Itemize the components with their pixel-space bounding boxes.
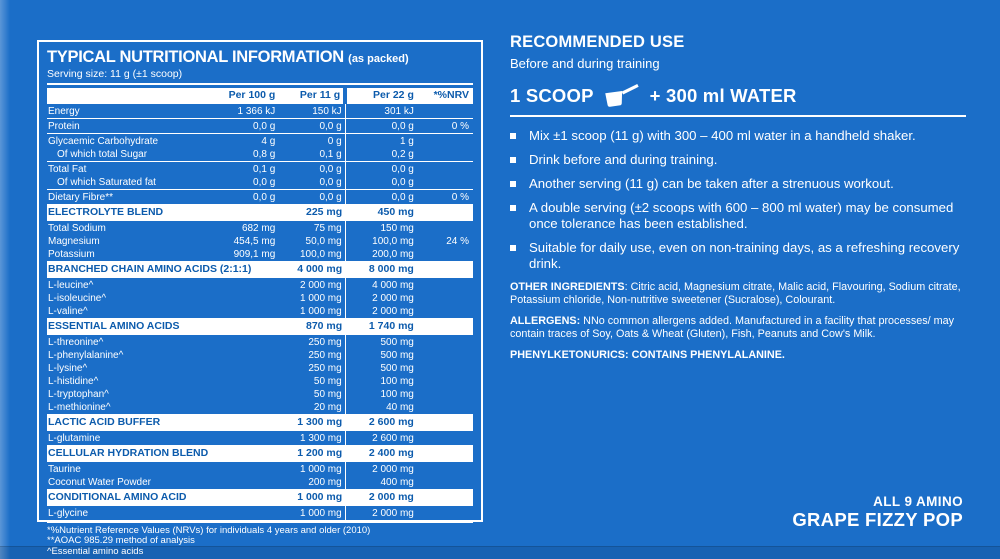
column-header-per-22g: Per 22 g: [345, 88, 422, 104]
nutrient-row: [47, 176, 473, 190]
section-row: [47, 414, 473, 431]
section-name: CONDITIONAL AMINO ACID: [47, 489, 281, 506]
value-per-100g: 0,1 g: [205, 162, 282, 177]
value-nrv: [422, 176, 473, 190]
allergens-paragraph: [510, 315, 966, 340]
value-nrv: 0 %: [422, 190, 473, 205]
nutrient-row: [47, 305, 473, 318]
use-bullet-list: [510, 128, 966, 272]
value-per-22g: 2 000 mg: [372, 293, 414, 304]
value-per-11g: 1 000 mg: [281, 506, 345, 521]
value-per-22g: 0,0 g: [345, 190, 422, 205]
value-per-100g: [205, 349, 282, 362]
nutrient-name: Magnesium: [48, 236, 100, 247]
nutrition-table-header-row: [47, 88, 473, 104]
use-bullet-text: A double serving (±2 scoops with 600 – 800 ml water) may be consumed once tolerance has been established.: [529, 200, 954, 231]
nutrient-row: [47, 248, 473, 261]
value-per-11g: 0,0 g: [281, 162, 345, 177]
product-flavour-name: GRAPE FIZZY POP: [792, 509, 963, 530]
value-nrv: [422, 362, 473, 375]
nutrient-name: Coconut Water Powder: [48, 477, 152, 488]
other-ingredients-label: OTHER INGREDIENTS: [510, 281, 625, 293]
value-nrv: [422, 134, 473, 149]
value-per-11g: 250 mg: [281, 349, 345, 362]
section-value-per-11g: 225 mg: [281, 204, 345, 221]
column-header-per-11g: Per 11 g: [281, 88, 345, 104]
value-per-22g: 2 000 mg: [345, 506, 422, 521]
section-value-nrv: [422, 204, 473, 221]
nutrient-name: L-leucine^: [47, 278, 205, 293]
nutrient-row: [47, 431, 473, 446]
value-nrv: [422, 476, 473, 489]
value-per-100g: [205, 476, 282, 489]
value-nrv: [422, 349, 473, 362]
value-per-11g: 1 000 mg: [281, 292, 345, 305]
other-ingredients-text: : Citric acid, Magnesium citrate, Malic acid, Flavouring, Sodium citrate, Potassium chloride, Non-nutritive sweetener (Sucralose), Colourant.: [510, 281, 961, 306]
section-row: [47, 445, 473, 462]
nutrient-name: Of which Saturated fat: [57, 177, 156, 188]
value-per-11g: 2 000 mg: [281, 278, 345, 293]
column-header-per-100g: Per 100 g: [205, 88, 282, 104]
use-bullet-item: [510, 128, 966, 144]
recommended-use-heading: RECOMMENDED USE: [510, 33, 685, 51]
bullet-square-icon: [510, 245, 516, 251]
value-per-100g: [205, 431, 282, 446]
value-per-11g: 250 mg: [281, 362, 345, 375]
value-per-11g: 75 mg: [281, 221, 345, 236]
nutrient-row: [47, 119, 473, 134]
value-per-22g: 0,2 g: [391, 149, 414, 160]
footnote-line: ^Essential amino acids: [47, 546, 144, 558]
footnote-line: *%Nutrient Reference Values (NRVs) for individuals 4 years and older (2010): [47, 524, 371, 536]
nutrient-name: Of which total Sugar: [57, 149, 148, 160]
value-per-100g: [205, 292, 282, 305]
value-per-11g: 150 kJ: [281, 104, 345, 119]
section-name: LACTIC ACID BUFFER: [47, 414, 281, 431]
nutrient-row: [47, 388, 473, 401]
divider: [47, 83, 473, 85]
section-value-nrv: [422, 261, 473, 278]
dosage-suffix: + 300 ml WATER: [649, 84, 797, 106]
section-value-per-22g: 2 600 mg: [345, 414, 422, 431]
value-per-11g: 100,0 mg: [281, 248, 345, 261]
value-per-100g: [205, 335, 282, 350]
section-value-nrv: [422, 414, 473, 431]
value-per-100g: 682 mg: [205, 221, 282, 236]
value-per-22g: 150 mg: [345, 221, 422, 236]
value-nrv: [422, 278, 473, 293]
section-value-per-11g: 1 000 mg: [281, 489, 345, 506]
bullet-square-icon: [510, 133, 516, 139]
section-value-per-22g: 1 740 mg: [345, 318, 422, 335]
nutrient-name: Glycaemic Carbohydrate: [47, 134, 205, 149]
nutrient-row: [47, 134, 473, 149]
value-per-11g: 1 300 mg: [281, 431, 345, 446]
section-value-per-11g: 4 000 mg: [281, 261, 345, 278]
value-nrv: [422, 305, 473, 318]
section-row: [47, 204, 473, 221]
section-row: [47, 261, 473, 278]
footnote-line: **AOAC 985.29 method of analysis: [47, 535, 195, 547]
allergens-text: NNo common allergens added. Manufactured in a facility that processes/ may contain traces of Soy, Oats & Wheat (Gluten), Fish, Peanuts and Cow's Milk.: [510, 315, 955, 340]
value-nrv: [422, 104, 473, 119]
value-per-100g: [205, 401, 282, 414]
use-bullet-text: Suitable for daily use, even on non-training days, as a refreshing recovery drink.: [529, 240, 960, 271]
value-per-11g: 50 mg: [281, 388, 345, 401]
nutrient-row: [47, 349, 473, 362]
dosage-prefix: 1 SCOOP: [510, 84, 594, 106]
divider: [510, 115, 966, 117]
value-per-100g: [205, 388, 282, 401]
column-header-nutrient: [47, 88, 205, 104]
section-value-per-22g: 450 mg: [345, 204, 422, 221]
nutrient-name: Dietary Fibre**: [47, 190, 205, 205]
nutrient-name: Total Fat: [47, 162, 205, 177]
value-nrv: [422, 401, 473, 414]
phenylketonurics-paragraph: PHENYLKETONURICS: CONTAINS PHENYLALANINE.: [510, 349, 785, 362]
nutrient-row: [47, 462, 473, 477]
label-left-edge-highlight: [0, 0, 10, 559]
value-per-100g: 0,0 g: [205, 190, 282, 205]
value-per-100g: 454,5 mg: [233, 236, 276, 247]
use-bullet-item: [510, 240, 966, 272]
value-nrv: [422, 148, 473, 162]
nutrition-table-body: [47, 104, 473, 521]
section-name: CELLULAR HYDRATION BLEND: [47, 445, 281, 462]
use-bullet-text: Drink before and during training.: [529, 152, 718, 167]
section-value-per-22g: 2 400 mg: [345, 445, 422, 462]
product-branding: [792, 494, 963, 531]
section-name: ESSENTIAL AMINO ACIDS: [47, 318, 281, 335]
value-per-11g: 0 g: [281, 134, 345, 149]
bullet-square-icon: [510, 157, 516, 163]
value-per-100g: [205, 506, 282, 521]
value-nrv: [422, 431, 473, 446]
section-row: [47, 489, 473, 506]
recommended-use-section: [510, 33, 966, 362]
nutrient-row: [47, 476, 473, 489]
allergens-label: ALLERGENS:: [510, 315, 581, 328]
nutrient-row: [47, 162, 473, 177]
nutrient-row: [47, 148, 473, 162]
value-nrv: [422, 462, 473, 477]
nutrition-panel: [37, 40, 483, 558]
value-nrv: [422, 162, 473, 177]
value-per-22g: 400 mg: [380, 477, 414, 488]
value-per-11g: 0,0 g: [281, 190, 345, 205]
nutrient-name: L-histidine^: [48, 376, 99, 387]
footnotes: [47, 522, 473, 558]
nutrient-name: Protein: [47, 119, 205, 134]
value-per-100g: 4 g: [205, 134, 282, 149]
value-per-11g: 20 mg: [281, 401, 345, 414]
nutrient-name: Taurine: [47, 462, 205, 477]
section-value-nrv: [422, 318, 473, 335]
nutrient-name: L-tryptophan^: [48, 389, 109, 400]
nutrient-name: L-methionine^: [48, 402, 111, 413]
value-per-100g: [205, 375, 282, 388]
value-nrv: [422, 221, 473, 236]
nutrient-name: L-threonine^: [47, 335, 205, 350]
nutrient-name: Potassium: [48, 249, 95, 260]
nutrient-name: L-glycine: [47, 506, 205, 521]
section-name: BRANCHED CHAIN AMINO ACIDS (2:1:1): [47, 261, 281, 278]
value-nrv: [422, 292, 473, 305]
value-nrv: [422, 335, 473, 350]
use-bullet-text: Another serving (11 g) can be taken after a strenuous workout.: [529, 176, 894, 191]
value-per-22g: 4 000 mg: [345, 278, 422, 293]
value-per-22g: 0,0 g: [345, 162, 422, 177]
value-per-22g: 2 000 mg: [345, 462, 422, 477]
value-per-22g: 100 mg: [380, 389, 414, 400]
product-line-name: ALL 9 AMINO: [873, 494, 963, 509]
scoop-icon: [603, 84, 641, 107]
nutrient-row: [47, 362, 473, 375]
nutrient-name: L-valine^: [48, 306, 88, 317]
value-per-100g: 1 366 kJ: [205, 104, 282, 119]
value-per-100g: [205, 362, 282, 375]
section-value-nrv: [422, 489, 473, 506]
value-per-11g: 1 000 mg: [281, 462, 345, 477]
nutrient-row: [47, 401, 473, 414]
nutrient-row: [47, 221, 473, 236]
value-per-100g: 909,1 mg: [233, 249, 276, 260]
nutrient-row: [47, 235, 473, 248]
section-row: [47, 318, 473, 335]
bullet-square-icon: [510, 181, 516, 187]
nutrient-row: [47, 278, 473, 293]
nutrient-row: [47, 292, 473, 305]
section-value-per-11g: 1 300 mg: [281, 414, 345, 431]
nutrient-name: L-isoleucine^: [48, 293, 107, 304]
value-per-22g: 500 mg: [380, 350, 414, 361]
nutrient-name: L-lysine^: [48, 363, 88, 374]
value-per-11g: 1 000 mg: [281, 305, 345, 318]
nutrient-row: [47, 335, 473, 350]
nutrition-table: [47, 88, 473, 520]
value-per-11g: 50 mg: [281, 375, 345, 388]
value-per-100g: 0,0 g: [253, 177, 276, 188]
nutrient-row: [47, 190, 473, 205]
value-per-22g: 500 mg: [380, 363, 414, 374]
value-per-22g: 2 600 mg: [345, 431, 422, 446]
use-bullet-item: [510, 176, 966, 192]
section-value-per-22g: 2 000 mg: [345, 489, 422, 506]
nutrient-name: Energy: [47, 104, 205, 119]
value-nrv: [422, 248, 473, 261]
value-nrv: [422, 506, 473, 521]
use-bullet-text: Mix ±1 scoop (11 g) with 300 – 400 ml water in a handheld shaker.: [529, 128, 916, 143]
value-per-100g: 0,8 g: [253, 149, 276, 160]
value-per-100g: [205, 305, 282, 318]
nutrient-name: L-glutamine: [47, 431, 205, 446]
value-per-22g: 100,0 mg: [372, 236, 414, 247]
section-value-nrv: [422, 445, 473, 462]
use-bullet-item: [510, 152, 966, 168]
column-header-nrv: *%NRV: [422, 88, 473, 104]
value-per-22g: 0,0 g: [391, 177, 414, 188]
nutrient-name: L-phenylalanine^: [48, 350, 124, 361]
value-per-22g: 200,0 mg: [372, 249, 414, 260]
value-nrv: 24 %: [446, 236, 469, 247]
value-nrv: [422, 375, 473, 388]
value-nrv: 0 %: [422, 119, 473, 134]
value-per-11g: 0,0 g: [281, 119, 345, 134]
nutrient-name: Total Sodium: [47, 221, 205, 236]
section-value-per-11g: 1 200 mg: [281, 445, 345, 462]
value-per-11g: 200 mg: [281, 476, 345, 489]
serving-size-text: Serving size: 11 g (±1 scoop): [47, 68, 183, 80]
value-per-11g: 250 mg: [281, 335, 345, 350]
value-per-22g: 1 g: [345, 134, 422, 149]
value-per-22g: 0,0 g: [345, 119, 422, 134]
bullet-square-icon: [510, 205, 516, 211]
value-per-22g: 301 kJ: [345, 104, 422, 119]
value-per-100g: 0,0 g: [205, 119, 282, 134]
value-per-11g: 0,0 g: [281, 176, 345, 190]
section-value-per-22g: 8 000 mg: [345, 261, 422, 278]
value-per-22g: 100 mg: [380, 376, 414, 387]
value-per-100g: [205, 462, 282, 477]
value-per-22g: 40 mg: [386, 402, 414, 413]
other-ingredients-paragraph: [510, 281, 966, 306]
value-nrv: [422, 388, 473, 401]
dosage-line: [510, 84, 966, 107]
value-per-22g: 2 000 mg: [372, 306, 414, 317]
use-bullet-item: [510, 200, 966, 232]
section-name: ELECTROLYTE BLEND: [47, 204, 281, 221]
value-per-22g: 500 mg: [345, 335, 422, 350]
value-per-100g: [205, 278, 282, 293]
nutrient-row: [47, 506, 473, 521]
nutrient-row: [47, 104, 473, 119]
nutrient-row: [47, 375, 473, 388]
nutrition-title-text: TYPICAL NUTRITIONAL INFORMATION: [47, 48, 344, 66]
value-per-11g: 50,0 mg: [281, 235, 345, 248]
recommended-use-subheading: Before and during training: [510, 56, 660, 71]
section-value-per-11g: 870 mg: [281, 318, 345, 335]
value-per-11g: 0,1 g: [281, 148, 345, 162]
nutrition-title-suffix: (as packed): [348, 53, 409, 65]
nutrition-panel-title: [47, 48, 473, 67]
